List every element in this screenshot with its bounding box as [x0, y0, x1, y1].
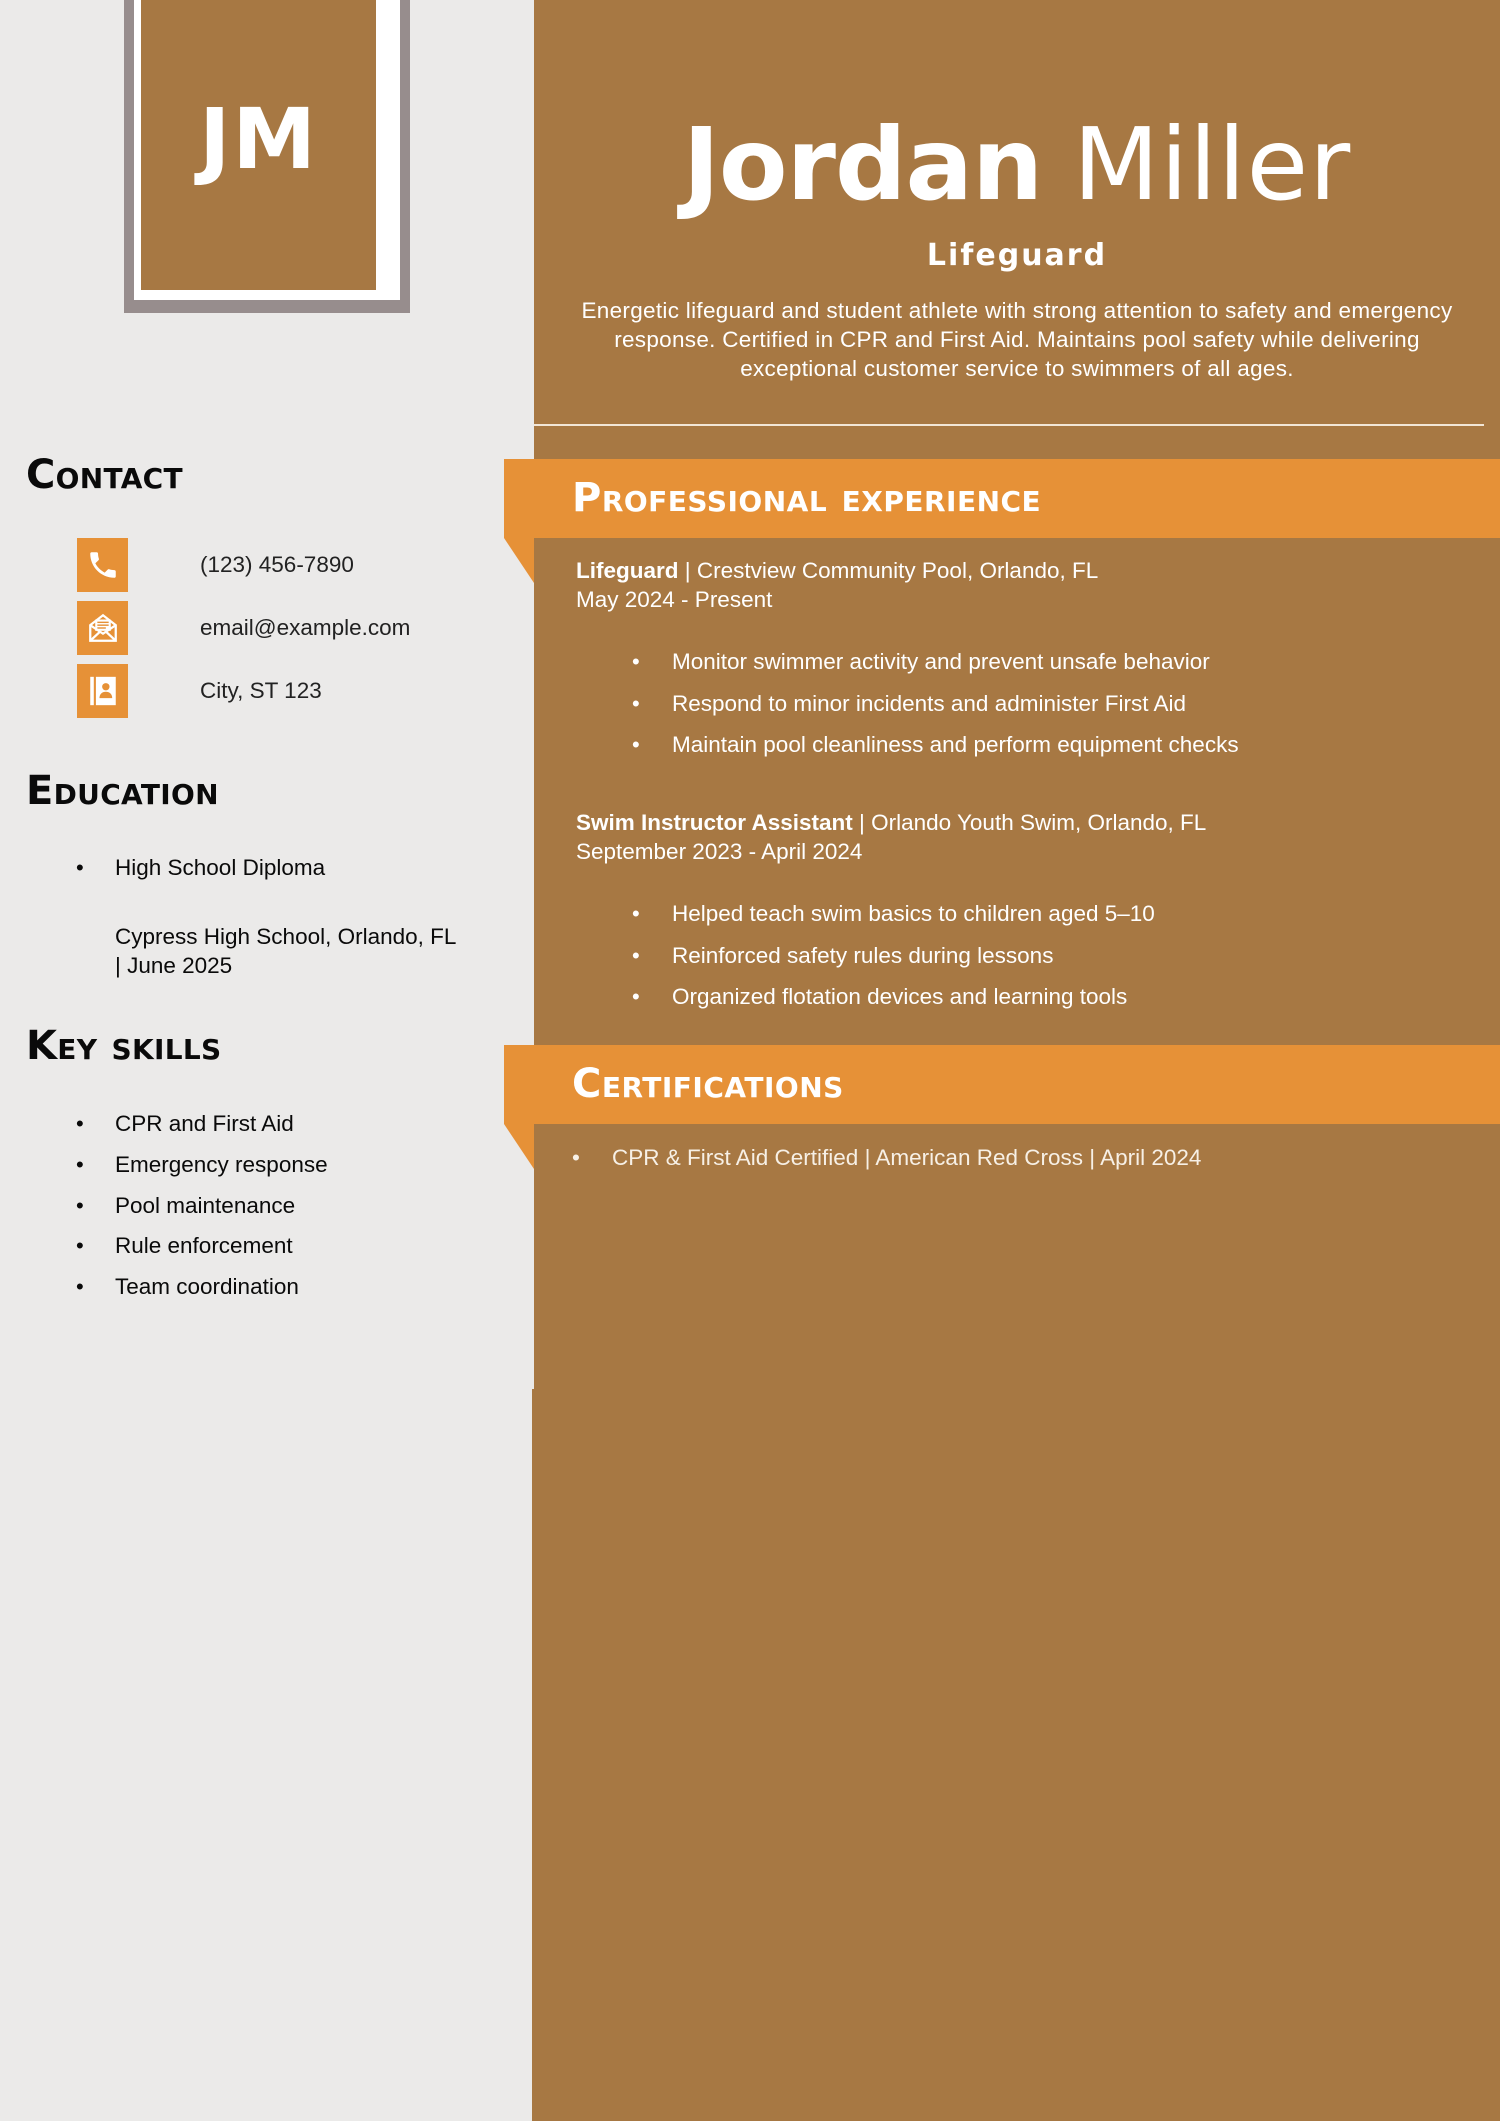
school-name: Cypress High School, Orlando, FL	[115, 924, 457, 949]
list-item: • Reinforced safety rules during lessons	[632, 943, 1155, 985]
main-panel-lower	[532, 1389, 1500, 2121]
job-employer: | Crestview Community Pool, Orlando, FL	[678, 558, 1099, 583]
phone-icon	[77, 538, 128, 592]
job-dates: September 2023 - April 2024	[576, 839, 863, 864]
contact-phone	[77, 538, 354, 592]
certification-text: CPR & First Aid Certified | American Red Cross | April 2024	[612, 1145, 1202, 1170]
job-bullets	[632, 649, 1239, 774]
candidate-name	[534, 100, 1500, 230]
list-item: • High School Diploma	[76, 855, 325, 881]
phone-number[interactable]: (123) 456-7890	[200, 552, 354, 577]
education-detail	[115, 922, 495, 980]
education-list	[76, 855, 325, 881]
skills-heading: Key skills	[26, 1023, 222, 1069]
job-title: Swim Instructor Assistant	[576, 810, 853, 835]
graduation-date: | June 2025	[115, 953, 233, 978]
header-divider	[534, 424, 1484, 426]
job-title: Lifeguard	[926, 238, 1108, 273]
certifications-heading: Certifications	[572, 1061, 844, 1107]
skills-list	[76, 1111, 328, 1315]
contact-email	[77, 601, 410, 655]
experience-heading: Professional experience	[572, 475, 1042, 521]
job-employer: | Orlando Youth Swim, Orlando, FL	[852, 810, 1207, 835]
job-dates: May 2024 - Present	[576, 587, 773, 612]
address-book-icon	[77, 664, 128, 718]
last-name: Miller	[1073, 106, 1352, 223]
list-item: • CPR and First Aid	[76, 1111, 328, 1152]
list-item: • Respond to minor incidents and administer First Aid	[632, 691, 1239, 733]
list-item: • Emergency response	[76, 1152, 328, 1193]
list-item: • Rule enforcement	[76, 1233, 328, 1274]
job-title: Lifeguard	[576, 558, 679, 583]
address: City, ST 123	[200, 678, 322, 703]
list-item: • Team coordination	[76, 1274, 328, 1315]
email-address[interactable]: email@example.com	[200, 615, 411, 640]
first-name: Jordan	[682, 106, 1043, 223]
profile-summary: Energetic lifeguard and student athlete with strong attention to safety and emergency response. Certified in CPR and First Aid. Maintains pool safety while delivering exceptional customer service to swimmers of all ages.	[581, 298, 1453, 381]
certification-item	[572, 1145, 1201, 1171]
list-item: • Maintain pool cleanliness and perform equipment checks	[632, 732, 1239, 774]
list-item: • Pool maintenance	[76, 1193, 328, 1234]
education-heading: Education	[26, 768, 219, 814]
job-header	[576, 556, 1098, 614]
experience-ribbon-fold	[504, 538, 534, 583]
bullet-icon: •	[572, 1145, 580, 1170]
job-header	[576, 808, 1206, 866]
contact-heading: Contact	[26, 452, 183, 498]
list-item: • Monitor swimmer activity and prevent unsafe behavior	[632, 649, 1239, 691]
list-item: • Helped teach swim basics to children aged 5–10	[632, 901, 1155, 943]
monogram-initials: JM	[199, 90, 318, 188]
certifications-ribbon-fold	[504, 1124, 534, 1169]
job-bullets	[632, 901, 1155, 1026]
email-icon	[77, 601, 128, 655]
contact-address	[77, 664, 322, 718]
list-item: • Organized flotation devices and learning tools	[632, 984, 1155, 1026]
monogram-box	[141, 0, 376, 290]
